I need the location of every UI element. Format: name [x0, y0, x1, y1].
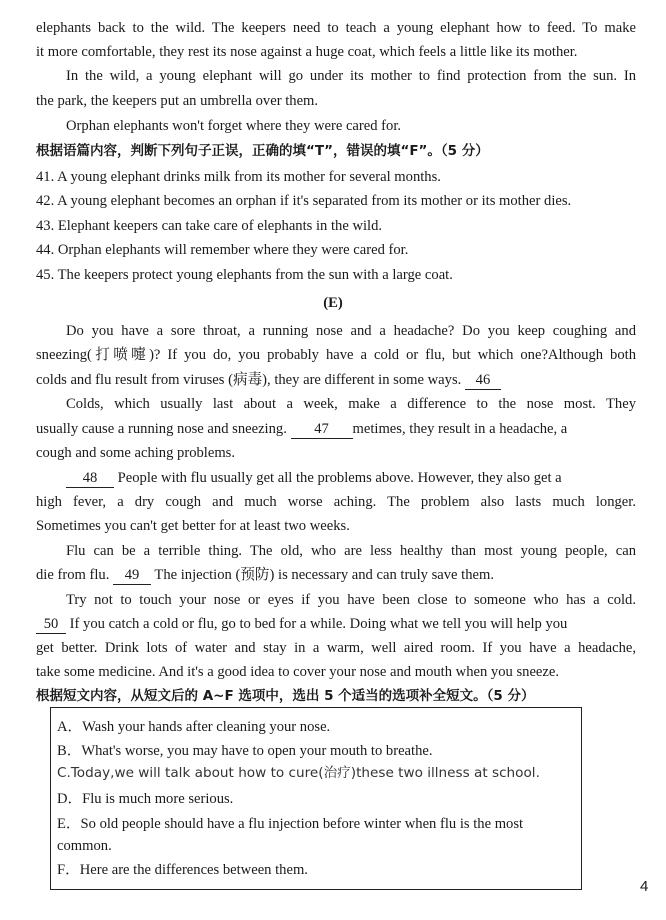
passage-e-line — [36, 370, 636, 390]
tf-question: 45. The keepers protect young elephants from the sun with a large coat. — [36, 267, 453, 283]
blank-49[interactable]: 49 — [113, 567, 151, 585]
blank-48[interactable]: 48 — [66, 470, 114, 488]
passage-d-line: Orphan elephants won't forget where they were cared for. — [66, 118, 402, 134]
passage-d-line: In the wild, a young elephant will go under its mother to find protection from the sun. In — [66, 68, 636, 84]
option-f: F．Here are the differences between them. — [57, 862, 308, 878]
options-box — [50, 707, 582, 890]
line-text: If you catch a cold or flu, go to bed for a while. Doing what we tell you will help you — [69, 616, 568, 632]
passage-e-line: sneezing(打喷嚏)? If you do, you probably have a cold or flu, but which one?Although both — [36, 347, 636, 363]
page-number: 4 — [640, 878, 649, 895]
cloze-instruction: 根据短文内容，从短文后的 A~F 选项中，选出 5 个适当的选项补全短文。（5 分） — [36, 688, 535, 704]
passage-e-line: high fever, a dry cough and much worse aching. The problem also lasts much longer. — [36, 494, 636, 510]
passage-e-line: take some medicine. And it's a good idea to cover your nose and mouth when you sneeze. — [36, 664, 560, 680]
passage-e-line: Colds, which usually last about a week, make a difference to the nose most. They — [66, 396, 636, 412]
option-a: A．Wash your hands after cleaning your nose. — [57, 719, 331, 735]
passage-e-title: (E) — [323, 295, 343, 311]
line-text: The injection (预防) is necessary and can truly save them. — [154, 567, 495, 583]
option-b: B．What's worse, you may have to open your mouth to breathe. — [57, 743, 433, 759]
passage-e-line: get better. Drink lots of water and stay in a warm, well aired room. If you have a headache, — [36, 640, 636, 656]
passage-e-line — [36, 614, 636, 634]
passage-d-line: it more comfortable, they rest its nose against a huge coat, which feels a little like its mother. — [36, 44, 578, 60]
passage-e-line: Do you have a sore throat, a running nose and a headache? Do you keep coughing and — [66, 323, 636, 339]
passage-e-line — [36, 419, 636, 439]
blank-46[interactable]: 46 — [465, 372, 501, 390]
blank-47[interactable]: 47 — [291, 421, 353, 439]
passage-d-line: elephants back to the wild. The keepers need to teach a young elephant how to feed. To make — [36, 20, 636, 36]
passage-e-line: cough and some aching problems. — [36, 445, 235, 461]
tf-question: 42. A young elephant becomes an orphan if it's separated from its mother or its mother dies. — [36, 193, 572, 209]
line-text: metimes, they result in a headache, a — [352, 421, 568, 437]
tf-instruction: 根据语篇内容，判断下列句子正误，正确的填“T”，错误的填“F”。（5 分） — [36, 143, 489, 159]
passage-d-line: the park, the keepers put an umbrella over them. — [36, 93, 319, 109]
passage-e-line: Sometimes you can't get better for at least two weeks. — [36, 518, 350, 534]
line-text: usually cause a running nose and sneezing. — [36, 421, 287, 437]
blank-50[interactable]: 50 — [36, 616, 66, 634]
passage-e-line: Flu can be a terrible thing. The old, who are less healthy than most young people, can — [66, 543, 636, 559]
tf-question: 41. A young elephant drinks milk from its mother for several months. — [36, 169, 441, 185]
option-d: D．Flu is much more serious. — [57, 791, 234, 807]
line-text: People with flu usually get all the problems above. However, they also get a — [117, 470, 562, 486]
option-c: C.Today,we will talk about how to cure(治疗)these two illness at school. — [57, 765, 540, 781]
passage-e-line — [66, 468, 636, 488]
option-e-continued: common. — [57, 838, 112, 854]
passage-e-line — [36, 565, 636, 585]
passage-e-line: Try not to touch your nose or eyes if you have been close to someone who has a cold. — [66, 592, 636, 608]
option-e: E．So old people should have a flu injection before winter when flu is the most — [57, 816, 524, 832]
tf-question: 43. Elephant keepers can take care of elephants in the wild. — [36, 218, 383, 234]
line-text: colds and flu result from viruses (病毒), they are different in some ways. — [36, 372, 462, 388]
tf-question: 44. Orphan elephants will remember where they were cared for. — [36, 242, 409, 258]
line-text: die from flu. — [36, 567, 110, 583]
